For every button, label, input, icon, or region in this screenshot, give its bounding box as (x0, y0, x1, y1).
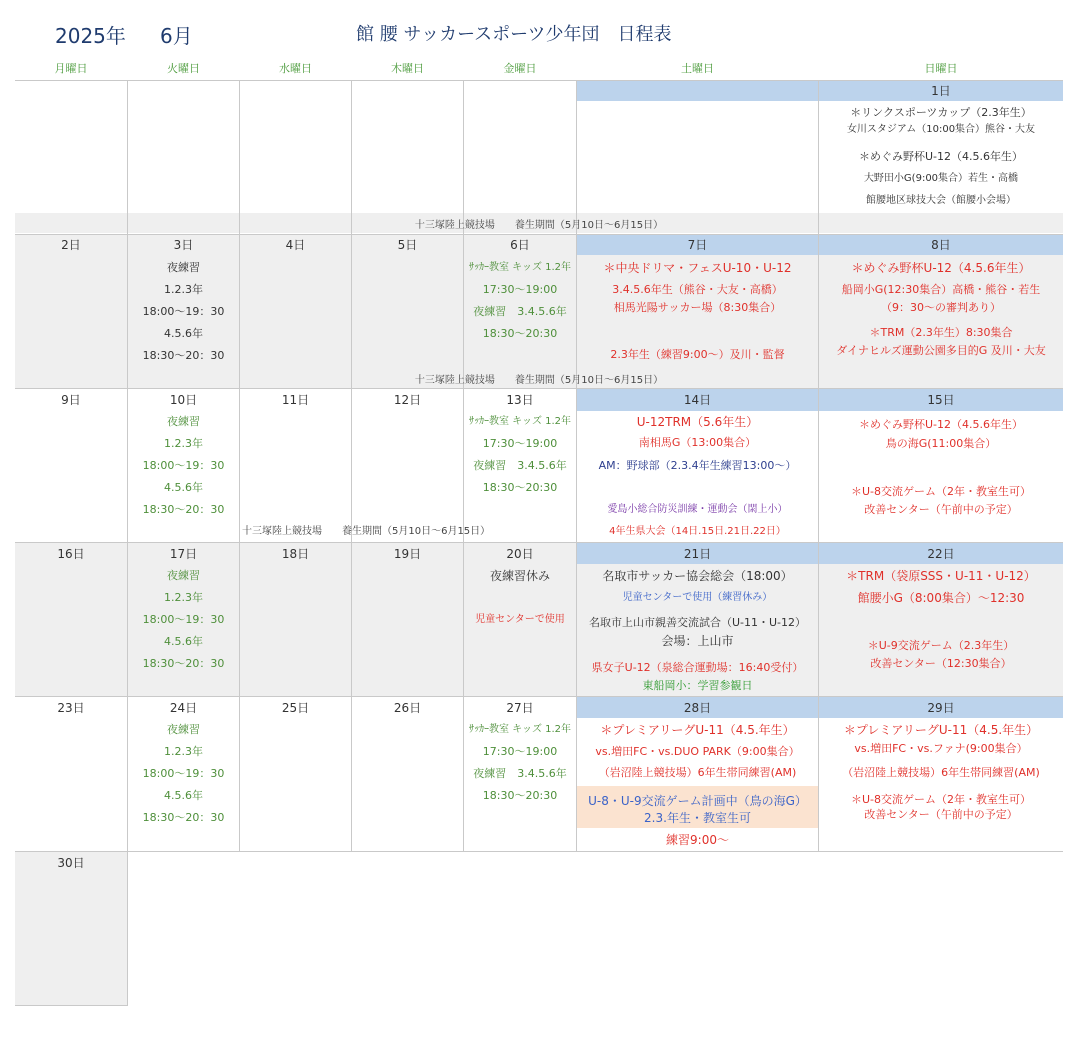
weekday-thu: 木曜日 (391, 62, 424, 75)
event-text: 2.3年生（練習9:00〜）及川・監督 (610, 348, 785, 361)
event-text: ＊中央ドリマ・フェスU-10・U-12 (603, 261, 792, 275)
event-text: 18:00〜19：30 (142, 613, 225, 626)
day-9: 9日 (61, 393, 81, 407)
event-text: 18:00〜19：30 (142, 305, 225, 318)
day-5: 5日 (397, 238, 418, 252)
event-text: ＊U-9交流ゲーム（2.3年生） (867, 639, 1015, 652)
event-text: ｻｯｶｰ教室 キッズ 1.2年 (468, 416, 572, 427)
year-label: 2025年 (55, 24, 126, 48)
event-text: 改善センター（12:30集合） (870, 657, 1012, 670)
sat-head-1 (577, 81, 818, 101)
event-text: 夜練習 (167, 261, 200, 274)
event-text: （9：30〜の審判あり） (881, 301, 1001, 314)
event-text: 大野田小G(9:00集合）若生・高橋 (863, 173, 1019, 184)
event-text: 館腰地区球技大会（館腰小会場） (866, 195, 1016, 206)
weekday-tue: 火曜日 (167, 62, 200, 75)
event-text: 名取市サッカー協会総会（18:00） (602, 569, 793, 583)
event-text: 18:30〜20:30 (482, 327, 558, 340)
event-text: 4.5.6年 (164, 481, 203, 494)
day-1: 1日 (931, 84, 951, 98)
day-27: 27日 (506, 701, 534, 715)
event-text: 夜練習 3.4.5.6年 (473, 459, 567, 472)
day-2: 2日 (61, 238, 81, 252)
event-text: 1.2.3年 (164, 745, 203, 758)
event-text: ｻｯｶｰ教室 キッズ 1.2年 (468, 724, 572, 735)
event-text: 17:30〜19:00 (482, 745, 558, 758)
weekday-wed: 水曜日 (279, 62, 312, 75)
event-text: 鳥の海G(11:00集合） (885, 437, 997, 450)
day-19: 19日 (393, 547, 422, 561)
day-22: 22日 (927, 547, 955, 561)
band-notice-2: 十三塚陸上競技場 養生期間（5月10日〜6月15日） (414, 375, 664, 386)
day-16: 16日 (57, 547, 85, 561)
event-text: 4.5.6年 (164, 635, 203, 648)
day-20: 20日 (506, 547, 534, 561)
week6-mon-bg (15, 852, 127, 1006)
day-25: 25日 (281, 701, 310, 715)
event-text: ダイナヒルズ運動公園多目的G 及川・大友 (836, 344, 1046, 357)
event-text: 船岡小G(12:30集合）高橋・熊谷・若生 (841, 283, 1041, 296)
event-text: 会場：上山市 (661, 634, 734, 648)
day-18: 18日 (281, 547, 310, 561)
event-text: 1.2.3年 (164, 283, 203, 296)
day-8: 8日 (931, 238, 951, 252)
weekday-sat: 土曜日 (681, 62, 714, 75)
day-3: 3日 (173, 238, 194, 252)
day-24: 24日 (169, 701, 198, 715)
day-14: 14日 (683, 393, 712, 407)
event-text: 館腰小G（8:00集合）〜12:30 (857, 591, 1025, 605)
day-6: 6日 (510, 238, 530, 252)
band-notice-3: 十三塚陸上競技場 養生期間（5月10日〜6月15日） (242, 526, 491, 537)
event-text: 17:30〜19:00 (482, 283, 558, 296)
event-text: 東船岡小：学習参観日 (642, 679, 753, 692)
event-text: 4.5.6年 (164, 327, 203, 340)
event-text: 18:30〜20：30 (142, 503, 225, 516)
event-text: ＊プレミアリーグU-11（4.5.年生） (600, 723, 795, 737)
weekday-sun: 日曜日 (924, 62, 958, 75)
day-30: 30日 (57, 856, 85, 870)
event-text: 夜練習 (167, 415, 200, 428)
event-text: ＊TRM（袋原SSS・U-11・U-12） (846, 569, 1036, 583)
event-text: ＊めぐみ野杯U-12（4.5.6年生） (858, 150, 1023, 163)
event-text: ＊U-8交流ゲーム（2年・教室生可） (850, 485, 1032, 498)
event-text: 児童センターで使用 (475, 614, 565, 625)
event-text: （岩沼陸上競技場）6年生帯同練習(AM) (598, 766, 797, 779)
event-text: vs.増田FC・vs.DUO PARK（9:00集合） (595, 745, 800, 758)
day-28: 28日 (683, 701, 712, 715)
day-7: 7日 (687, 238, 708, 252)
weekday-mon: 月曜日 (54, 62, 88, 75)
event-text: 相馬光陽サッカー場（8:30集合） (613, 301, 782, 314)
event-text: 4年生県大会（14日.15日.21日.22日） (609, 526, 786, 537)
event-text: 改善センター（午前中の予定） (864, 808, 1018, 821)
event-text: ＊めぐみ野杯U-12（4.5.6年生） (851, 261, 1031, 275)
event-text: 愛島小総合防災訓練・運動会（閖上小） (607, 504, 788, 515)
day-26: 26日 (393, 701, 422, 715)
event-text: ｻｯｶｰ教室 キッズ 1.2年 (468, 262, 572, 273)
event-text: ＊めぐみ野杯U-12（4.5.6年生） (858, 418, 1023, 431)
event-text: 夜練習休み (489, 569, 550, 583)
event-text: 1.2.3年 (164, 591, 203, 604)
event-text: 南相馬G（13:00集合） (638, 436, 757, 449)
event-text: 夜練習 3.4.5.6年 (473, 767, 567, 780)
day-21: 21日 (683, 547, 712, 561)
day-17: 17日 (169, 547, 198, 561)
event-text: 18:30〜20：30 (142, 657, 225, 670)
event-text: 県女子U-12（泉総合運動場：16:40受付） (591, 661, 804, 674)
event-text: 改善センター（午前中の予定） (864, 503, 1018, 516)
event-text: AM：野球部（2.3.4年生練習13:00〜） (598, 459, 797, 472)
page-title: 館 腰 サッカースポーツ少年団 日程表 (356, 24, 672, 45)
day-12: 12日 (393, 393, 422, 407)
day-29: 29日 (927, 701, 955, 715)
event-text: 児童センターで使用（練習休み） (622, 592, 773, 603)
event-text: 1.2.3年 (164, 437, 203, 450)
event-text: 夜練習 (167, 723, 200, 736)
day-15: 15日 (927, 393, 955, 407)
event-text: 18:00〜19：30 (142, 767, 225, 780)
event-text: 18:30〜20:30 (482, 789, 558, 802)
day-4: 4日 (285, 238, 306, 252)
month-label: 6月 (160, 24, 193, 48)
event-text: ＊U-8交流ゲーム（2年・教室生可） (850, 793, 1032, 806)
event-text: 名取市上山市親善交流試合（U-11・U-12） (588, 616, 807, 629)
event-text: 18:30〜20：30 (142, 349, 225, 362)
event-text: 夜練習 3.4.5.6年 (473, 305, 567, 318)
event-text: ＊プレミアリーグU-11（4.5.年生） (843, 723, 1039, 737)
event-text: 練習9:00〜 (666, 833, 729, 847)
event-text: 4.5.6年 (164, 789, 203, 802)
event-text: 18:30〜20:30 (482, 481, 558, 494)
event-text: 女川スタジアム（10:00集合）熊谷・大友 (846, 124, 1036, 135)
event-text: 2.3.年生・教室生可 (644, 811, 751, 825)
event-text: 18:30〜20：30 (142, 811, 225, 824)
event-text: U-8・U-9交流ゲーム計画中（鳥の海G） (588, 794, 807, 808)
weekday-fri: 金曜日 (503, 62, 537, 75)
event-text: vs.増田FC・vs.ファナ(9:00集合） (854, 742, 1028, 755)
event-text: 18:00〜19：30 (142, 459, 225, 472)
event-text: 17:30〜19:00 (482, 437, 558, 450)
event-text: ＊TRM（2.3年生）8:30集合 (869, 326, 1013, 339)
event-text: U-12TRM（5.6年生） (636, 415, 759, 429)
day-11: 11日 (281, 393, 310, 407)
event-text: 3.4.5.6年生（熊谷・大友・高橋） (612, 283, 783, 296)
day-23: 23日 (57, 701, 85, 715)
day-10: 10日 (169, 393, 198, 407)
band-notice-1: 十三塚陸上競技場 養生期間（5月10日〜6月15日） (414, 220, 664, 231)
event-text: ＊リンクスポーツカップ（2.3年生） (850, 106, 1032, 119)
day-13: 13日 (506, 393, 534, 407)
event-text: （岩沼陸上競技場）6年生帯同練習(AM) (842, 766, 1040, 779)
event-text: 夜練習 (167, 569, 200, 582)
